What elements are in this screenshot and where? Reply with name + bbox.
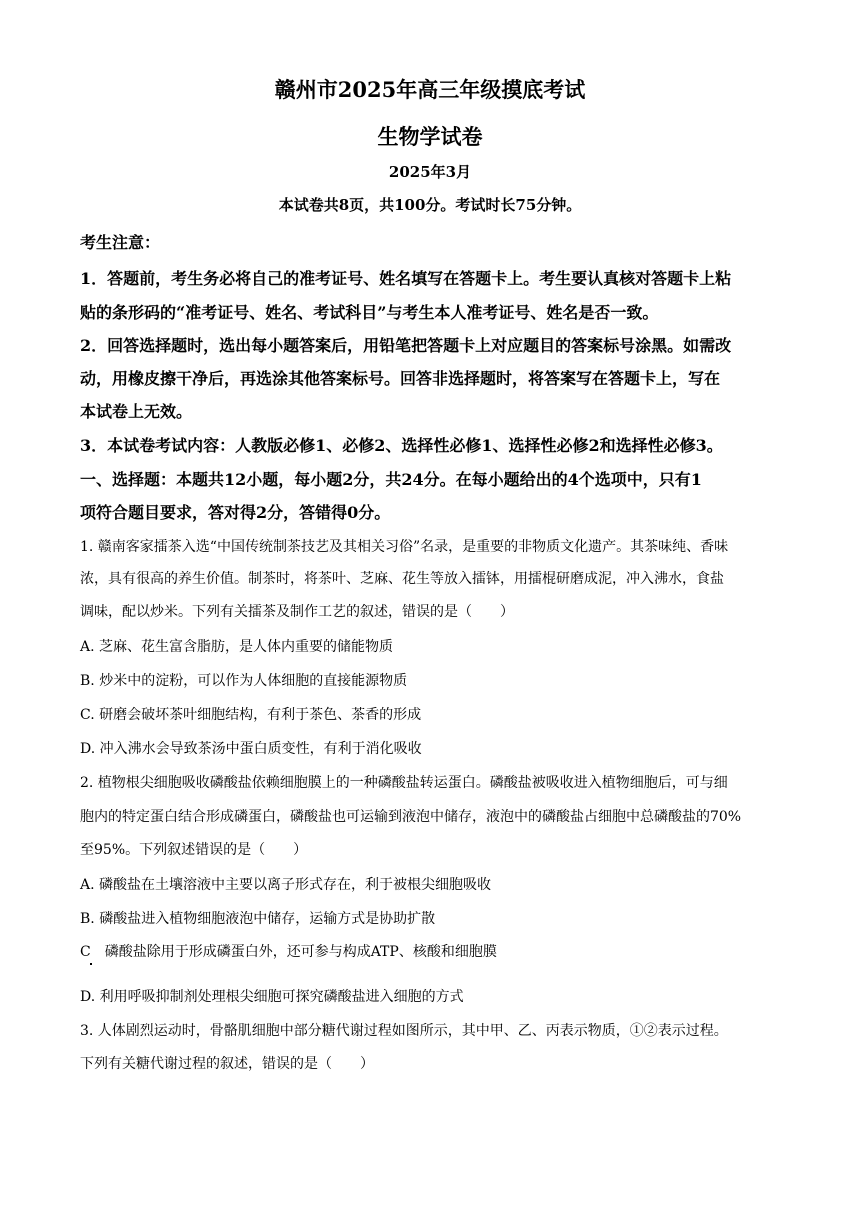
question-1-option-a: A. 芝麻、花生富含脂肪，是人体内重要的储能物质 [80,639,394,655]
notice-heading: 考生注意： [80,233,161,252]
question-2-option-c: C 磷酸盐除用于形成磷蛋白外，还可参与构成ATP、核酸和细胞膜 [80,944,497,960]
question-1-stem: 浓，具有很高的养生价值。制茶时，将茶叶、芝麻、花生等放入擂钵，用擂棍研磨成泥，冲入沸水，食盐 [80,571,724,587]
question-1-option-c: C. 研磨会破坏茶叶细胞结构，有利于茶色、茶香的形成 [80,707,422,723]
question-2-option-a: A. 磷酸盐在土壤溶液中主要以离子形式存在，利于被根尖细胞吸收 [80,877,492,893]
question-1-option-b: B. 炒米中的淀粉，可以作为人体细胞的直接能源物质 [80,673,408,689]
notice-line: 2．回答选择题时，选出每小题答案后，用铅笔把答题卡上对应题目的答案标号涂黑。如需改 [80,336,732,355]
question-1-stem: 1. 赣南客家擂茶入选“中国传统制茶技艺及其相关习俗”名录，是重要的非物质文化遗产。其茶味纯、香味 [80,539,729,555]
section-heading: 项符合题目要求，答对得2分，答错得0分。 [80,503,391,522]
exam-title: 赣州市2025年高三年级摸底考试 [274,77,586,102]
question-2-stem: 至95%。下列叙述错误的是（ ） [80,842,308,858]
exam-date: 2025年3月 [388,163,472,181]
question-3-stem: 3. 人体剧烈运动时，骨骼肌细胞中部分糖代谢过程如图所示，其中甲、乙、丙表示物质，①②表示过程。 [80,1023,728,1039]
exam-subject: 生物学试卷 [377,124,483,149]
question-1-stem: 调味，配以炒米。下列有关擂茶及制作工艺的叙述，错误的是（ ） [80,604,514,620]
notice-line: 贴的条形码的“准考证号、姓名、考试科目”与考生本人准考证号、姓名是否一致。 [80,303,659,322]
exam-info: 本试卷共8页，共100分。考试时长75分钟。 [278,196,582,214]
section-heading: 一、选择题：本题共12小题，每小题2分，共24分。在每小题给出的4个选项中，只有1 [80,470,702,489]
notice-line: 3．本试卷考试内容：人教版必修1、必修2、选择性必修1、选择性必修2和选择性必修3。 [80,436,723,455]
question-3-stem: 下列有关糖代谢过程的叙述，错误的是（ ） [80,1056,374,1072]
notice-line: 1．答题前，考生务必将自己的准考证号、姓名填写在答题卡上。考生要认真核对答题卡上粘 [80,269,732,288]
stray-dot [90,963,92,965]
notice-line: 本试卷上无效。 [80,402,193,421]
question-2-option-b: B. 磷酸盐进入植物细胞液泡中储存，运输方式是协助扩散 [80,911,436,927]
question-2-option-d: D. 利用呼吸抑制剂处理根尖细胞可探究磷酸盐进入细胞的方式 [80,989,464,1005]
question-1-option-d: D. 冲入沸水会导致茶汤中蛋白质变性，有利于消化吸收 [80,741,422,757]
question-2-stem: 2. 植物根尖细胞吸收磷酸盐依赖细胞膜上的一种磷酸盐转运蛋白。磷酸盐被吸收进入植物细胞后，可与细 [80,775,728,791]
notice-line: 动，用橡皮擦干净后，再选涂其他答案标号。回答非选择题时，将答案写在答题卡上，写在 [80,369,721,388]
question-2-stem: 胞内的特定蛋白结合形成磷蛋白，磷酸盐也可运输到液泡中储存，液泡中的磷酸盐占细胞中总磷酸盐的70% [80,809,742,825]
